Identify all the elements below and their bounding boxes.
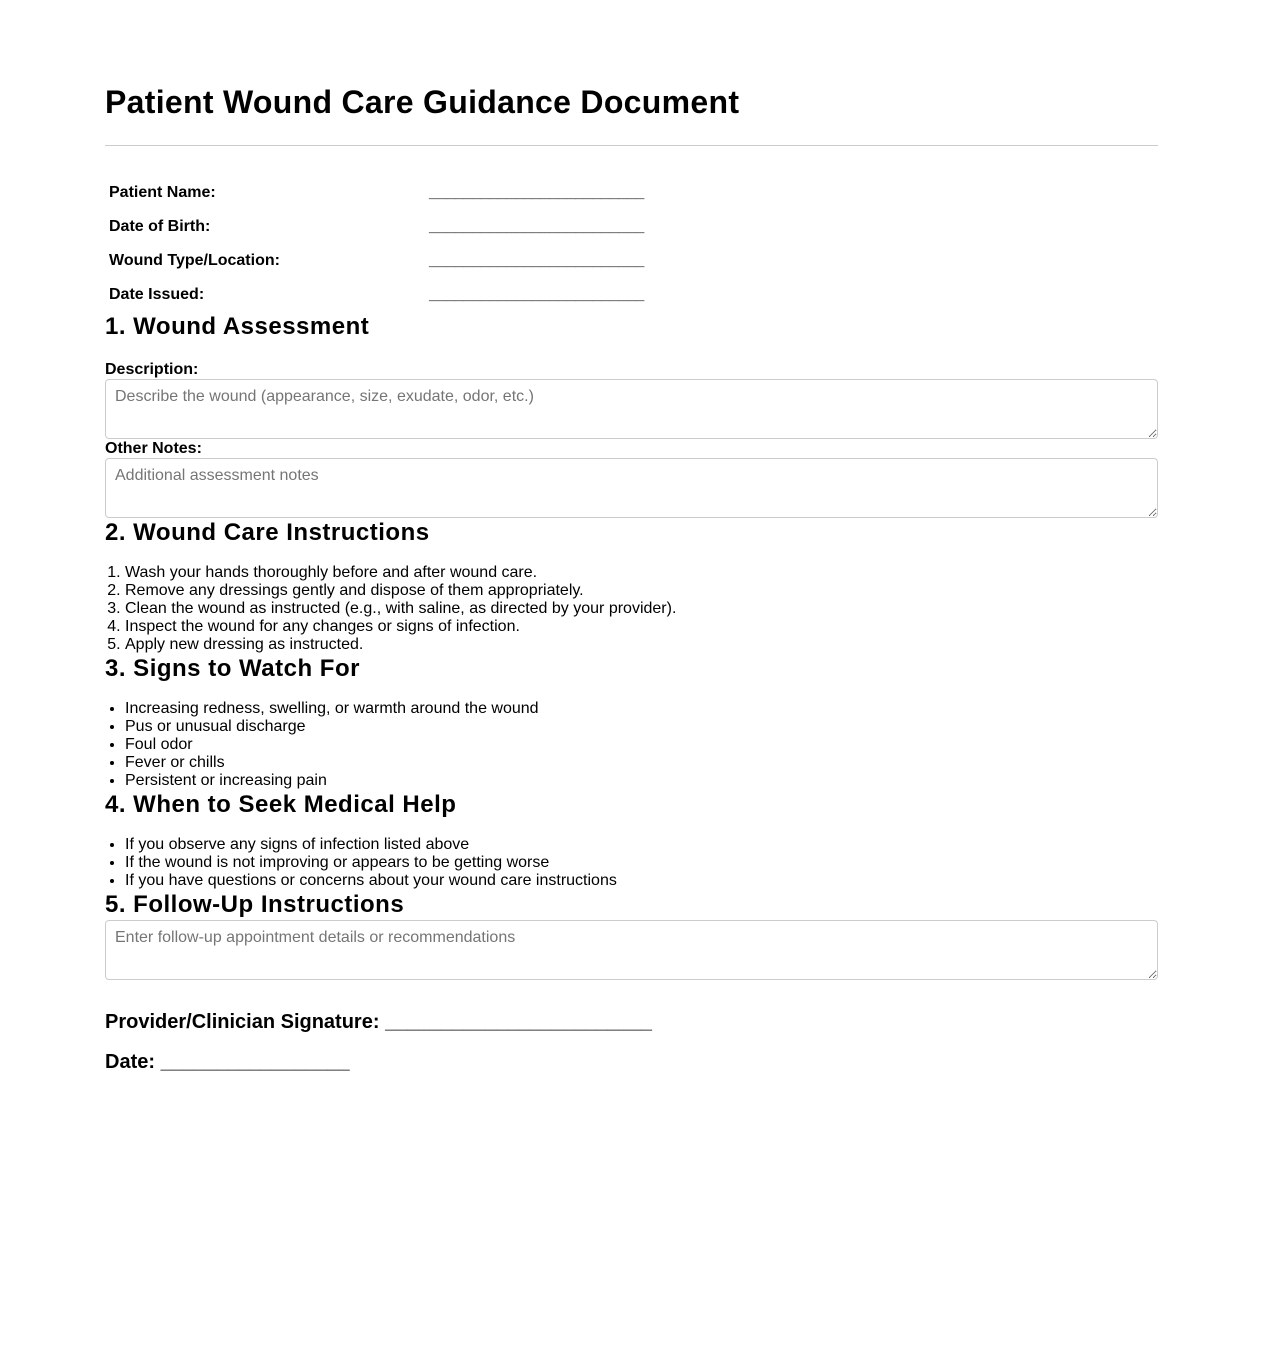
list-item: • If you observe any signs of infection listed above xyxy=(125,836,1158,854)
date-issued-blank: _________________________ xyxy=(429,286,644,303)
list-item: 3. Clean the wound as instructed (e.g., with saline, as directed by your provider). xyxy=(125,600,1158,618)
patient-name-blank: _________________________ xyxy=(429,184,644,201)
date-of-birth-label: Date of Birth: xyxy=(109,218,211,235)
list-item: • Persistent or increasing pain xyxy=(125,772,1158,790)
section-title-signs: 3. Signs to Watch For xyxy=(105,655,360,682)
date-issued-label: Date Issued: xyxy=(109,286,205,303)
patient-name-label: Patient Name: xyxy=(109,184,216,201)
list-item: 5. Apply new dressing as instructed. xyxy=(125,636,1158,654)
info-row-wound-type xyxy=(105,244,648,278)
section-seek-medical-help xyxy=(105,790,1158,890)
other-notes-label: Other Notes: xyxy=(105,440,202,457)
instructions-list xyxy=(105,564,1158,654)
other-notes-textarea[interactable] xyxy=(105,458,1158,518)
wound-type-label: Wound Type/Location: xyxy=(109,252,280,269)
list-item: 1. Wash your hands thoroughly before and after wound care. xyxy=(125,564,1158,582)
signs-list xyxy=(105,700,1158,790)
signature-date-label: Date: xyxy=(105,1051,156,1073)
list-item: • If the wound is not improving or appears to be getting worse xyxy=(125,854,1158,872)
provider-signature-line xyxy=(105,1010,1158,1034)
description-label: Description: xyxy=(105,361,199,378)
provider-signature-label: Provider/Clinician Signature: xyxy=(105,1011,380,1033)
signature-date-line xyxy=(105,1050,1158,1074)
follow-up-textarea[interactable] xyxy=(105,920,1158,980)
provider-signature-blank: ________________________ xyxy=(385,1011,653,1033)
title-divider xyxy=(105,145,1158,146)
list-item: • Fever or chills xyxy=(125,754,1158,772)
section-wound-assessment xyxy=(105,312,1158,518)
list-item: • Increasing redness, swelling, or warmth around the wound xyxy=(125,700,1158,718)
list-item: • If you have questions or concerns about your wound care instructions xyxy=(125,872,1158,890)
info-row-date-issued xyxy=(105,278,648,312)
wound-care-document xyxy=(105,0,1158,1074)
signature-date-blank: _________________ xyxy=(160,1051,350,1073)
wound-type-blank: _________________________ xyxy=(429,252,644,269)
list-item: 2. Remove any dressings gently and dispose of them appropriately. xyxy=(125,582,1158,600)
seek-help-list xyxy=(105,836,1158,890)
info-row-patient-name xyxy=(105,176,648,210)
section-follow-up xyxy=(105,890,1158,980)
list-item: • Pus or unusual discharge xyxy=(125,718,1158,736)
section-title-assessment: 1. Wound Assessment xyxy=(105,313,370,340)
section-title-seek-help: 4. When to Seek Medical Help xyxy=(105,791,457,818)
description-textarea[interactable] xyxy=(105,379,1158,439)
patient-info-table xyxy=(105,176,648,312)
section-signs-to-watch xyxy=(105,654,1158,790)
section-title-instructions: 2. Wound Care Instructions xyxy=(105,519,430,546)
list-item: • Foul odor xyxy=(125,736,1158,754)
info-row-date-of-birth xyxy=(105,210,648,244)
list-item: 4. Inspect the wound for any changes or signs of infection. xyxy=(125,618,1158,636)
section-title-follow-up: 5. Follow-Up Instructions xyxy=(105,891,405,918)
page-title: Patient Wound Care Guidance Document xyxy=(105,84,740,120)
section-wound-care-instructions xyxy=(105,518,1158,654)
date-of-birth-blank: _________________________ xyxy=(429,218,644,235)
